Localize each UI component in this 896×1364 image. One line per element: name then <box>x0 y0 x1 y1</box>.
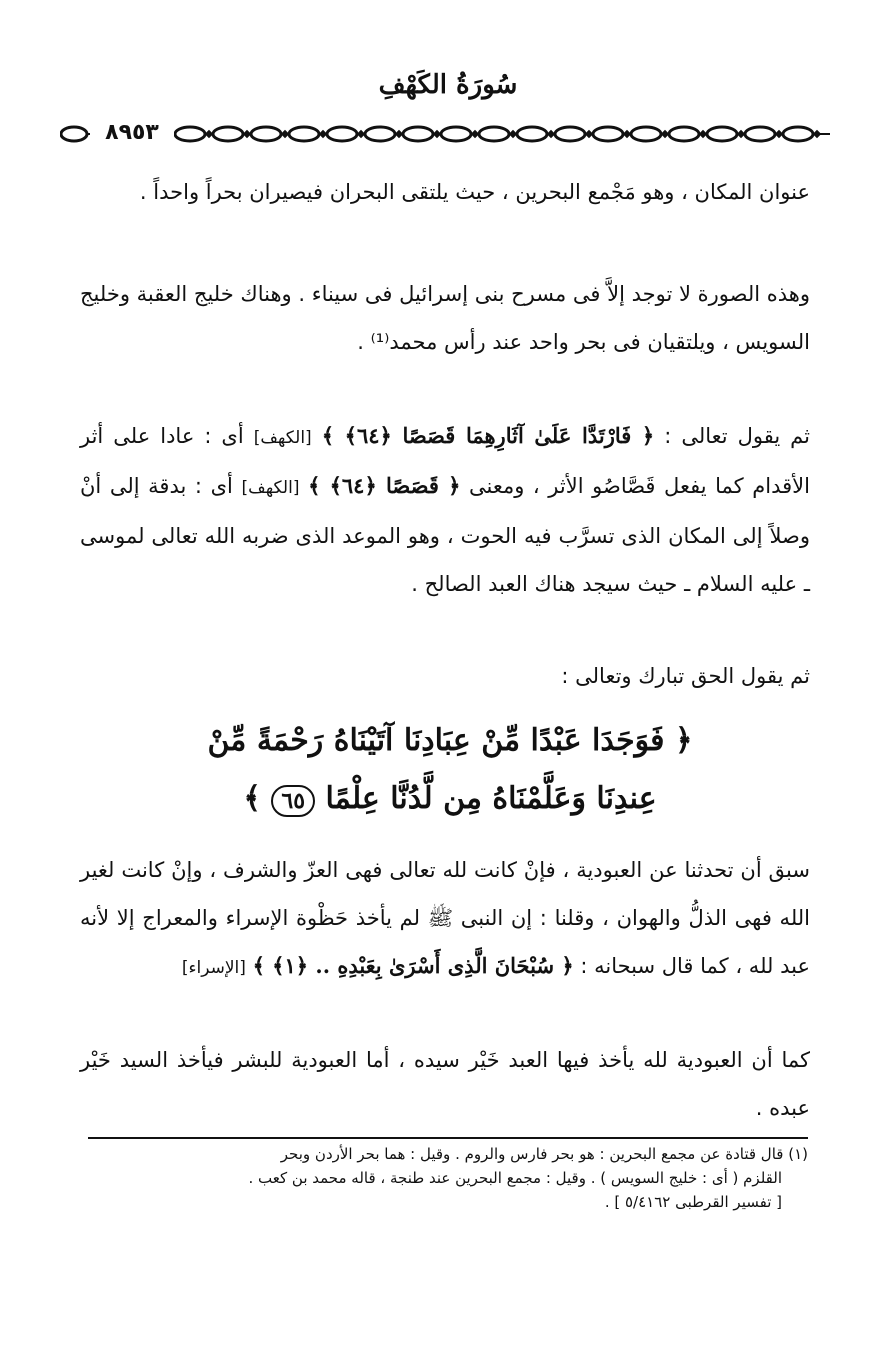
ornament-oval <box>365 127 395 141</box>
paragraph-2-text: وهذه الصورة لا توجد إلاَّ فى مسرح بنى إسرائيل فى سيناء . وهناك خليج العقبة وخليج السويس ، ويلتقيان فى بحر واحد عند رأس محمد⁽¹⁾ . <box>80 282 810 354</box>
surah-reference-kahf-2: [الكهف] <box>241 478 300 498</box>
paragraph-6 <box>80 1036 810 1132</box>
paragraph-1-text: عنوان المكان ، وهو مَجْمع البحرين ، حيث يلتقى البحران فيصيران بحراً واحداً . <box>139 180 810 204</box>
footnote-line-1: (١) قال قتادة عن مجمع البحرين : هو بحر فارس والروم . وقيل : هما بحر الأردن وبحر <box>280 1145 808 1163</box>
surah-title: سُورَةُ الكَهْفِ <box>378 70 518 100</box>
quran-verse-65 <box>110 712 790 828</box>
ornament-oval <box>555 127 585 141</box>
paragraph-5 <box>80 846 810 992</box>
ornament-oval <box>669 127 699 141</box>
footnote-line-2: القلزم ( أى : خليج السويس ) . وقيل : مجمع البحرين عند طنجة ، قاله محمد بن كعب . <box>248 1169 782 1187</box>
verse-line-2 <box>110 770 790 828</box>
ornament-oval <box>403 127 433 141</box>
verse-end-ornament-icon: ﴾ <box>243 781 261 816</box>
p3-intro: ثم يقول تعالى : <box>664 424 810 448</box>
p3-mid: أى : عادا على أثر الأقدام كما يفعل قَصَّاصُو الأثر ، ومعنى <box>80 424 810 498</box>
p3-end: أى : بدقة إلى أنْ وصلاً إلى المكان الذى تسرَّب فيه الحوت ، وهو الموعد الذى ضربه الله تعالى لموسى ـ عليه السلام ـ حيث سيجد هناك العبد الصالح . <box>80 474 810 596</box>
footnote-line-3: [ تفسير القرطبى ٥/٤١٦٢ ] . <box>604 1193 782 1211</box>
ornament-oval <box>707 127 737 141</box>
ornament-oval <box>745 127 775 141</box>
paragraph-6-text: كما أن العبودية لله يأخذ فيها العبد خَيْر سيده ، أما العبودية للبشر فيأخذ السيد خَيْر عبده . <box>80 1048 810 1120</box>
surah-reference-kahf: [الكهف] <box>253 428 312 448</box>
paragraph-1 <box>80 168 810 216</box>
ornament-oval <box>631 127 661 141</box>
surah-reference-isra: [الإسراء] <box>181 958 246 978</box>
paragraph-4-text: ثم يقول الحق تبارك وتعالى : <box>561 664 810 688</box>
paragraph-4 <box>80 652 810 700</box>
verse-number-badge: ٦٥ <box>271 785 315 817</box>
footnote <box>88 1142 808 1214</box>
ornament-oval <box>479 127 509 141</box>
paragraph-2 <box>80 270 810 366</box>
page-number: ٨٩٥٣ <box>90 118 174 148</box>
ornament-oval <box>517 127 547 141</box>
ornament-oval <box>175 127 205 141</box>
verse-line-1: ﴿ فَوَجَدَا عَبْدًا مِّنْ عِبَادِنَا آتَيْنَاهُ رَحْمَةً مِّنْ <box>207 723 693 758</box>
quran-word-qasasa: ﴿ قَصَصًا ﴿٦٤﴾ ﴾ <box>308 473 461 498</box>
ornament-oval <box>593 127 623 141</box>
footnote-divider <box>88 1137 808 1139</box>
verse-line-2-text: عِندِنَا وَعَلَّمْنَاهُ مِن لَّدُنَّا عِلْمًا <box>325 781 657 816</box>
header-ornament-border <box>60 118 830 158</box>
ornament-oval <box>61 127 87 141</box>
ornament-oval <box>327 127 357 141</box>
paragraph-3 <box>80 412 810 608</box>
quran-quote-64: ﴿ فَارْتَدَّا عَلَىٰ آثَارِهِمَا قَصَصًا ﴿٦٤﴾ ﴾ <box>321 423 655 448</box>
ornament-oval <box>289 127 319 141</box>
quran-quote-isra: ﴿ سُبْحَانَ الَّذِى أَسْرَىٰ بِعَبْدِهِ .. ﴿١﴾ ﴾ <box>252 953 574 978</box>
ornament-diamond <box>813 130 821 138</box>
ornament-oval <box>251 127 281 141</box>
p5-text: سبق أن تحدثنا عن العبودية ، فإنْ كانت لله تعالى فهى العزّ والشرف ، وإنْ كانت لغير الله فهى الذلُّ والهوان ، وقلنا : إن النبى ﷺ لم يأخذ حَظْوة الإسراء والمعراج إلا لأنه عبد لله ، كما قال سبحانه : <box>80 858 810 978</box>
ornament-oval <box>213 127 243 141</box>
ornament-oval <box>783 127 813 141</box>
ornament-oval <box>441 127 471 141</box>
